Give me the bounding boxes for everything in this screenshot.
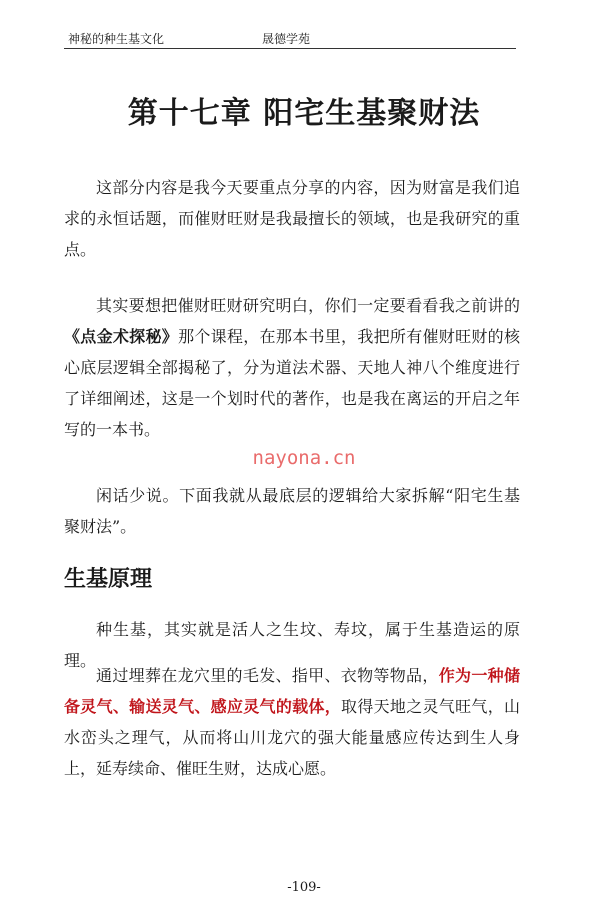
paragraph-transition: 闲话少说。下面我就从最底层的逻辑给大家拆解“阳宅生基聚财法”。	[64, 486, 520, 536]
header-publisher: 晟德学苑	[262, 32, 311, 46]
page-number: -109-	[287, 880, 321, 895]
section-heading: 生基原理	[64, 566, 153, 592]
paragraph-text: 那个课程，在那本书里，我把所有催财旺财的核心底层逻辑全部揭秘了，分为道法术器、天地人神八个维度进行了详细阐述，这是一个划时代的著作，也是我在离运的开启之年写的一本书。	[64, 327, 520, 439]
watermark: nayona.cn	[252, 447, 356, 469]
book-title-reference: 《点金术探秘》	[64, 327, 179, 346]
running-header	[64, 28, 516, 49]
header-book-title: 神秘的种生基文化	[68, 32, 165, 46]
paragraph-intro: 这部分内容是我今天要重点分享的内容，因为财富是我们追求的永恒话题，而催财旺财是我最擅长的领域，也是我研究的重点。	[64, 178, 520, 259]
paragraph-text: 取得天地之灵气旺气，山水峦头之理气，从而将山川龙穴的强大能量感应传达到生人身上，延寿续命、催旺生财，达成心愿。	[64, 697, 520, 778]
paragraph-definition: 种生基，其实就是活人之生坟、寿坟，属于生基造运的原理。	[64, 620, 520, 670]
paragraph-course-reference	[64, 290, 520, 445]
chapter-title: 第十七章 阳宅生基聚财法	[127, 96, 481, 131]
paragraph-text: 通过埋葬在龙穴里的毛发、指甲、衣物等物品，	[96, 666, 439, 685]
paragraph-principle	[64, 660, 520, 784]
paragraph-text: 其实要想把催财旺财研究明白，你们一定要看看我之前讲的	[96, 296, 520, 315]
emphasized-text: 作为一种储备灵气、输送灵气、感应灵气的载体，	[64, 666, 520, 716]
